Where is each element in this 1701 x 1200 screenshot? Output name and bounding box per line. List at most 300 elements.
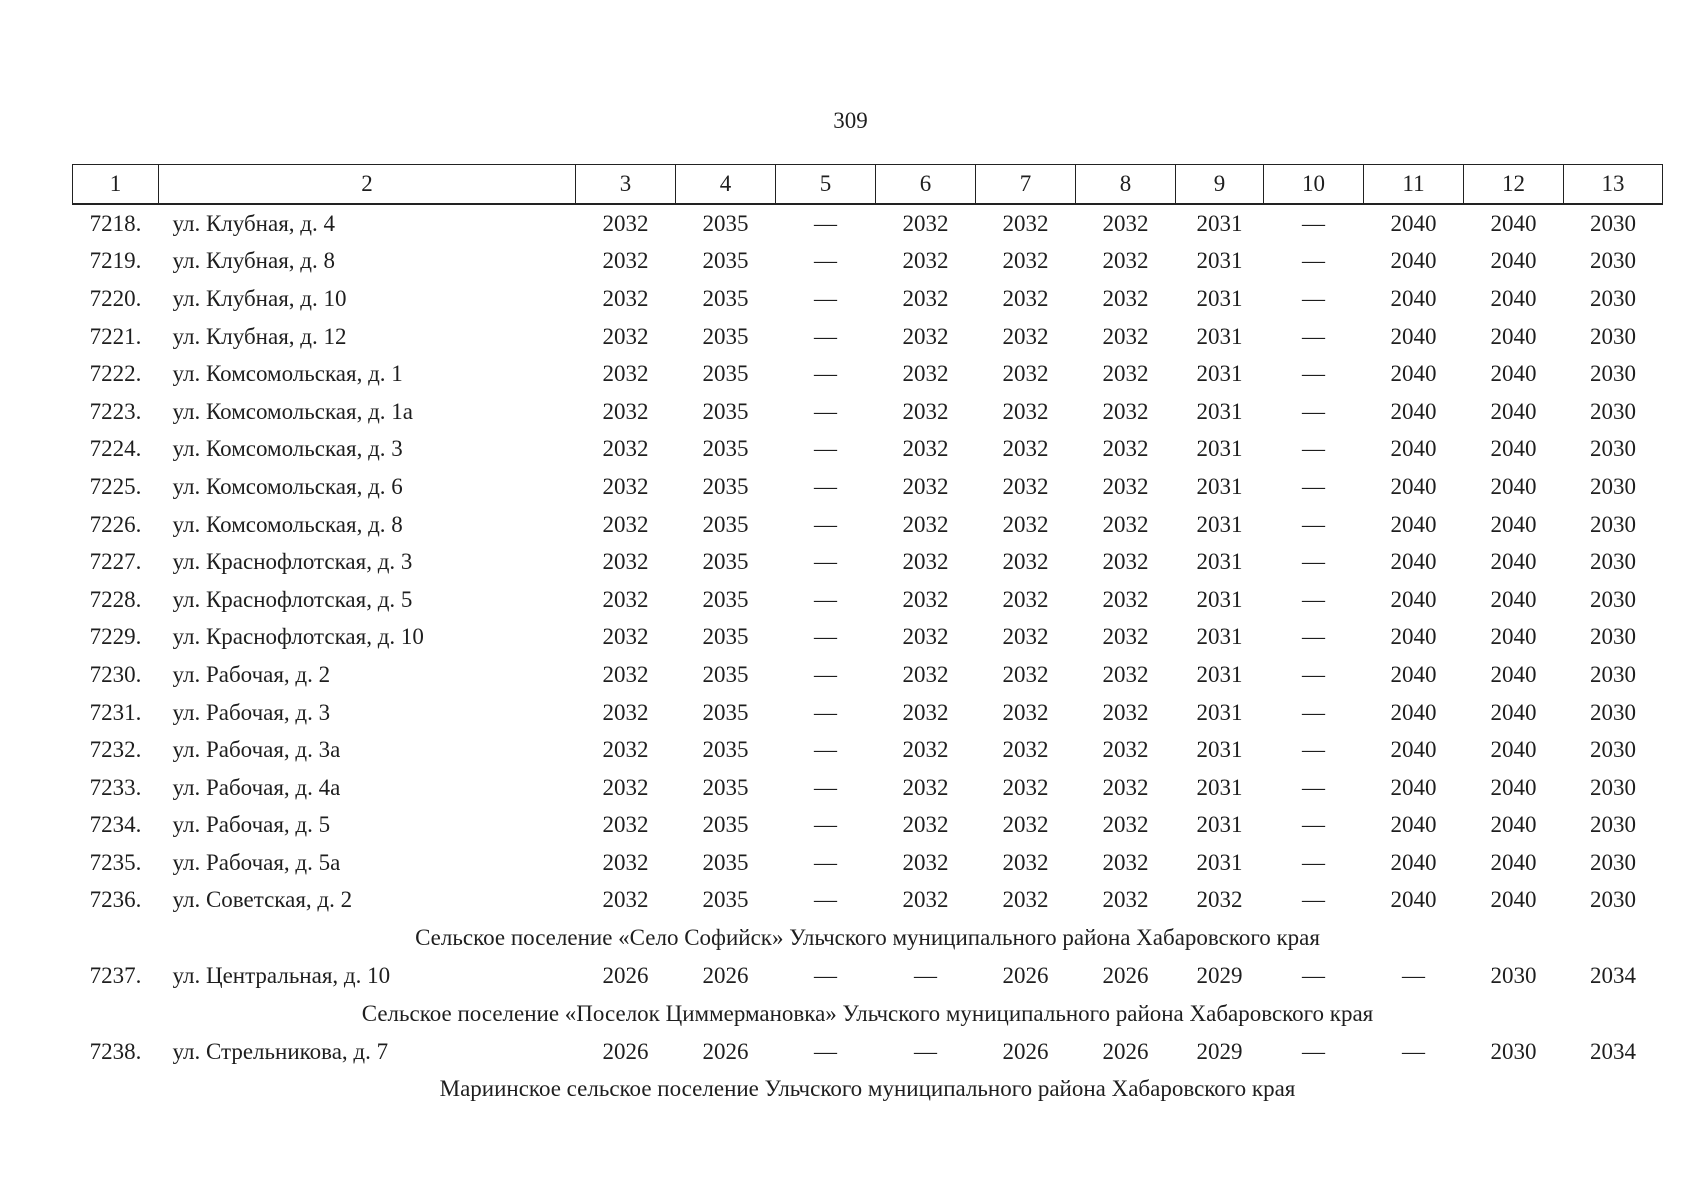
year-cell: 2030 <box>1590 210 1636 236</box>
row-number-cell: 7228. <box>89 586 142 612</box>
column-header: 12 <box>1464 165 1564 205</box>
table-row <box>73 393 1663 431</box>
year-cell: 2031 <box>1196 661 1243 687</box>
address-cell: ул. Клубная, д. 4 <box>172 210 335 236</box>
year-cell: 2032 <box>902 849 949 875</box>
year-cell: 2031 <box>1196 624 1243 650</box>
year-cell: — <box>1302 624 1325 650</box>
row-number-cell: 7236. <box>89 887 142 913</box>
year-cell: 2035 <box>702 473 749 499</box>
row-number-cell: 7226. <box>89 511 142 537</box>
row-number-cell: 7229. <box>89 624 142 650</box>
table-body <box>73 204 1663 1108</box>
year-cell: 2040 <box>1390 436 1437 462</box>
row-number-cell: 7238. <box>89 1038 142 1064</box>
column-header: 3 <box>576 165 676 205</box>
year-cell: — <box>814 473 837 499</box>
address-cell: ул. Центральная, д. 10 <box>172 963 391 989</box>
year-cell: 2030 <box>1590 624 1636 650</box>
year-cell: 2035 <box>702 285 749 311</box>
year-cell: 2032 <box>1102 285 1149 311</box>
year-cell: 2031 <box>1196 774 1243 800</box>
year-cell: — <box>814 323 837 349</box>
year-cell: 2030 <box>1590 774 1636 800</box>
row-number-cell: 7227. <box>89 549 142 575</box>
year-cell: — <box>1302 1038 1325 1064</box>
year-cell: 2032 <box>602 624 649 650</box>
table-row <box>73 318 1663 356</box>
table-row <box>73 844 1663 882</box>
year-cell: 2032 <box>1002 812 1049 838</box>
address-cell: ул. Клубная, д. 12 <box>172 323 347 349</box>
address-cell: ул. Клубная, д. 10 <box>172 285 347 311</box>
year-cell: 2032 <box>902 661 949 687</box>
year-cell: — <box>814 398 837 424</box>
year-cell: 2031 <box>1196 586 1243 612</box>
year-cell: 2032 <box>902 436 949 462</box>
column-header: 5 <box>776 165 876 205</box>
year-cell: 2040 <box>1490 812 1537 838</box>
year-cell: 2040 <box>1390 887 1437 913</box>
year-cell: 2032 <box>902 473 949 499</box>
year-cell: 2032 <box>1002 511 1049 537</box>
year-cell: 2032 <box>602 737 649 763</box>
year-cell: 2040 <box>1390 661 1437 687</box>
table-row <box>73 656 1663 694</box>
year-cell: 2040 <box>1390 624 1437 650</box>
year-cell: 2032 <box>602 812 649 838</box>
column-header: 7 <box>976 165 1076 205</box>
year-cell: 2035 <box>702 586 749 612</box>
year-cell: 2032 <box>1102 473 1149 499</box>
year-cell: 2035 <box>702 774 749 800</box>
section-heading-row <box>73 1070 1663 1108</box>
address-cell: ул. Рабочая, д. 2 <box>172 661 331 687</box>
year-cell: 2040 <box>1390 586 1437 612</box>
year-cell: 2032 <box>602 549 649 575</box>
table-row <box>73 807 1663 845</box>
table-row <box>73 882 1663 920</box>
year-cell: 2032 <box>602 849 649 875</box>
table-row <box>73 694 1663 732</box>
year-cell: 2031 <box>1196 549 1243 575</box>
year-cell: 2026 <box>602 1038 649 1064</box>
row-number-cell: 7220. <box>89 285 142 311</box>
year-cell: — <box>1302 398 1325 424</box>
year-cell: 2030 <box>1590 473 1636 499</box>
year-cell: 2030 <box>1490 1038 1537 1064</box>
year-cell: — <box>814 661 837 687</box>
year-cell: 2031 <box>1196 737 1243 763</box>
year-cell: 2032 <box>1102 774 1149 800</box>
year-cell: 2031 <box>1196 210 1243 236</box>
year-cell: 2032 <box>902 586 949 612</box>
year-cell: 2026 <box>1102 1038 1149 1064</box>
year-cell: 2032 <box>602 361 649 387</box>
row-number-cell: 7221. <box>89 323 142 349</box>
column-header: 13 <box>1564 165 1663 205</box>
row-number-cell: 7232. <box>89 737 142 763</box>
year-cell: — <box>1302 436 1325 462</box>
year-cell: 2032 <box>902 511 949 537</box>
year-cell: 2032 <box>602 248 649 274</box>
year-cell: 2040 <box>1490 436 1537 462</box>
year-cell: 2026 <box>1102 963 1149 989</box>
year-cell: 2040 <box>1390 774 1437 800</box>
year-cell: 2030 <box>1590 586 1636 612</box>
column-header: 1 <box>73 165 159 205</box>
year-cell: 2030 <box>1590 737 1636 763</box>
year-cell: 2030 <box>1590 323 1636 349</box>
year-cell: — <box>1302 248 1325 274</box>
year-cell: 2032 <box>1102 549 1149 575</box>
year-cell: 2032 <box>1002 398 1049 424</box>
year-cell: 2040 <box>1490 285 1537 311</box>
year-cell: 2035 <box>702 398 749 424</box>
year-cell: 2035 <box>702 248 749 274</box>
year-cell: 2032 <box>1002 699 1049 725</box>
year-cell: 2040 <box>1490 586 1537 612</box>
address-cell: ул. Рабочая, д. 5 <box>172 812 331 838</box>
column-header: 2 <box>159 165 576 205</box>
year-cell: — <box>1302 849 1325 875</box>
year-cell: — <box>1302 699 1325 725</box>
year-cell: — <box>814 849 837 875</box>
year-cell: 2026 <box>1002 1038 1049 1064</box>
row-number-cell: 7234. <box>89 812 142 838</box>
year-cell: 2040 <box>1490 248 1537 274</box>
year-cell: — <box>814 887 837 913</box>
year-cell: 2040 <box>1490 549 1537 575</box>
row-number-cell: 7219. <box>89 248 142 274</box>
address-cell: ул. Комсомольская, д. 6 <box>172 473 403 499</box>
column-header: 10 <box>1264 165 1364 205</box>
year-cell: 2040 <box>1490 774 1537 800</box>
year-cell: 2040 <box>1390 699 1437 725</box>
year-cell: — <box>1302 774 1325 800</box>
address-cell: ул. Рабочая, д. 4а <box>172 774 341 800</box>
year-cell: 2032 <box>1102 511 1149 537</box>
year-cell: 2032 <box>902 210 949 236</box>
year-cell: 2032 <box>1002 473 1049 499</box>
year-cell: 2030 <box>1490 963 1537 989</box>
year-cell: 2035 <box>702 887 749 913</box>
year-cell: — <box>1302 549 1325 575</box>
address-cell: ул. Рабочая, д. 3 <box>172 699 331 725</box>
year-cell: 2032 <box>1002 210 1049 236</box>
year-cell: 2032 <box>602 210 649 236</box>
year-cell: 2032 <box>902 737 949 763</box>
year-cell: 2030 <box>1590 699 1636 725</box>
year-cell: — <box>1302 473 1325 499</box>
year-cell: — <box>1302 963 1325 989</box>
table-row <box>73 355 1663 393</box>
year-cell: 2035 <box>702 699 749 725</box>
year-cell: 2030 <box>1590 812 1636 838</box>
year-cell: 2032 <box>602 398 649 424</box>
table-header-row <box>73 165 1663 205</box>
year-cell: 2032 <box>902 699 949 725</box>
year-cell: 2040 <box>1390 361 1437 387</box>
row-number-cell: 7223. <box>89 398 142 424</box>
year-cell: 2040 <box>1390 210 1437 236</box>
year-cell: 2032 <box>902 323 949 349</box>
row-number-cell: 7225. <box>89 473 142 499</box>
address-cell: ул. Комсомольская, д. 1а <box>172 398 414 424</box>
table-row <box>73 957 1663 995</box>
year-cell: 2032 <box>902 549 949 575</box>
year-cell: 2032 <box>1102 887 1149 913</box>
year-cell: — <box>814 210 837 236</box>
table-row <box>73 731 1663 769</box>
year-cell: — <box>1402 963 1425 989</box>
year-cell: 2031 <box>1196 248 1243 274</box>
year-cell: 2026 <box>702 963 749 989</box>
address-cell: ул. Комсомольская, д. 1 <box>172 361 403 387</box>
address-cell: ул. Краснофлотская, д. 3 <box>172 549 413 575</box>
address-cell: ул. Рабочая, д. 3а <box>172 737 341 763</box>
year-cell: — <box>814 963 837 989</box>
year-cell: 2034 <box>1590 1038 1636 1064</box>
year-cell: 2040 <box>1490 624 1537 650</box>
year-cell: — <box>1302 737 1325 763</box>
year-cell: 2032 <box>602 887 649 913</box>
year-cell: — <box>1302 511 1325 537</box>
year-cell: 2032 <box>902 285 949 311</box>
column-header: 9 <box>1176 165 1264 205</box>
row-number-cell: 7237. <box>89 963 142 989</box>
year-cell: 2035 <box>702 323 749 349</box>
address-cell: ул. Клубная, д. 8 <box>172 248 335 274</box>
year-cell: 2040 <box>1490 511 1537 537</box>
year-cell: 2030 <box>1590 661 1636 687</box>
year-cell: 2032 <box>1102 624 1149 650</box>
row-number-cell: 7222. <box>89 361 142 387</box>
year-cell: 2040 <box>1390 849 1437 875</box>
year-cell: 2032 <box>602 586 649 612</box>
year-cell: — <box>814 812 837 838</box>
year-cell: 2032 <box>1002 285 1049 311</box>
year-cell: 2032 <box>1102 661 1149 687</box>
year-cell: 2040 <box>1490 473 1537 499</box>
column-header: 6 <box>876 165 976 205</box>
year-cell: 2032 <box>902 361 949 387</box>
year-cell: 2032 <box>602 323 649 349</box>
year-cell: 2032 <box>1102 586 1149 612</box>
year-cell: 2032 <box>1102 737 1149 763</box>
year-cell: 2030 <box>1590 511 1636 537</box>
year-cell: 2031 <box>1196 812 1243 838</box>
year-cell: 2034 <box>1590 963 1636 989</box>
year-cell: 2032 <box>902 624 949 650</box>
year-cell: 2032 <box>1002 549 1049 575</box>
row-number-cell: 7231. <box>89 699 142 725</box>
year-cell: — <box>814 549 837 575</box>
section-title: Мариинское сельское поселение Ульчского муниципального района Хабаровского края <box>439 1076 1296 1102</box>
year-cell: — <box>814 511 837 537</box>
year-cell: — <box>1302 361 1325 387</box>
year-cell: 2032 <box>1102 812 1149 838</box>
table-row <box>73 619 1663 657</box>
year-cell: — <box>814 586 837 612</box>
year-cell: 2031 <box>1196 436 1243 462</box>
year-cell: 2032 <box>1002 624 1049 650</box>
year-cell: — <box>814 737 837 763</box>
year-cell: — <box>814 436 837 462</box>
table-row <box>73 468 1663 506</box>
year-cell: 2032 <box>902 887 949 913</box>
year-cell: 2035 <box>702 210 749 236</box>
year-cell: 2040 <box>1490 210 1537 236</box>
year-cell: 2030 <box>1590 398 1636 424</box>
year-cell: 2032 <box>1102 699 1149 725</box>
year-cell: 2031 <box>1196 361 1243 387</box>
year-cell: 2026 <box>702 1038 749 1064</box>
year-cell: — <box>1302 285 1325 311</box>
year-cell: — <box>814 1038 837 1064</box>
year-cell: 2040 <box>1490 737 1537 763</box>
year-cell: 2032 <box>602 511 649 537</box>
year-cell: 2040 <box>1490 398 1537 424</box>
year-cell: 2031 <box>1196 473 1243 499</box>
table-row <box>73 204 1663 243</box>
year-cell: 2031 <box>1196 398 1243 424</box>
year-cell: 2035 <box>702 812 749 838</box>
year-cell: — <box>814 248 837 274</box>
year-cell: 2040 <box>1390 248 1437 274</box>
year-cell: 2040 <box>1390 285 1437 311</box>
table-row <box>73 431 1663 469</box>
year-cell: 2031 <box>1196 511 1243 537</box>
year-cell: 2030 <box>1590 361 1636 387</box>
year-cell: 2029 <box>1196 1038 1243 1064</box>
row-number-cell: 7224. <box>89 436 142 462</box>
column-header: 8 <box>1076 165 1176 205</box>
year-cell: 2040 <box>1490 849 1537 875</box>
year-cell: — <box>814 624 837 650</box>
year-cell: 2032 <box>1002 737 1049 763</box>
year-cell: 2040 <box>1490 661 1537 687</box>
schedule-table <box>72 164 1663 1108</box>
table-row <box>73 543 1663 581</box>
year-cell: 2032 <box>1002 661 1049 687</box>
row-number-cell: 7235. <box>89 849 142 875</box>
section-heading-row <box>73 919 1663 957</box>
row-number-cell: 7230. <box>89 661 142 687</box>
table-row <box>73 280 1663 318</box>
year-cell: 2040 <box>1390 323 1437 349</box>
year-cell: 2030 <box>1590 849 1636 875</box>
year-cell: 2032 <box>602 285 649 311</box>
year-cell: 2029 <box>1196 963 1243 989</box>
year-cell: 2031 <box>1196 699 1243 725</box>
year-cell: 2035 <box>702 549 749 575</box>
year-cell: — <box>1402 1038 1425 1064</box>
year-cell: — <box>1302 812 1325 838</box>
year-cell: 2032 <box>1102 323 1149 349</box>
year-cell: 2032 <box>1196 887 1243 913</box>
year-cell: 2035 <box>702 361 749 387</box>
year-cell: 2030 <box>1590 549 1636 575</box>
year-cell: 2040 <box>1390 398 1437 424</box>
address-cell: ул. Комсомольская, д. 3 <box>172 436 403 462</box>
year-cell: 2032 <box>1102 210 1149 236</box>
column-header: 4 <box>676 165 776 205</box>
year-cell: — <box>814 699 837 725</box>
section-heading-row <box>73 995 1663 1033</box>
year-cell: 2032 <box>1102 361 1149 387</box>
table-row <box>73 581 1663 619</box>
year-cell: 2032 <box>1102 436 1149 462</box>
table-row <box>73 1033 1663 1071</box>
year-cell: — <box>814 285 837 311</box>
year-cell: 2032 <box>602 774 649 800</box>
year-cell: 2040 <box>1390 812 1437 838</box>
year-cell: 2040 <box>1390 549 1437 575</box>
address-cell: ул. Рабочая, д. 5а <box>172 849 341 875</box>
year-cell: 2032 <box>902 812 949 838</box>
year-cell: 2035 <box>702 849 749 875</box>
address-cell: ул. Стрельникова, д. 7 <box>172 1038 389 1064</box>
year-cell: 2031 <box>1196 323 1243 349</box>
year-cell: 2040 <box>1390 737 1437 763</box>
year-cell: 2030 <box>1590 887 1636 913</box>
year-cell: 2031 <box>1196 849 1243 875</box>
year-cell: 2032 <box>902 774 949 800</box>
year-cell: 2032 <box>1102 398 1149 424</box>
year-cell: 2032 <box>1102 248 1149 274</box>
year-cell: 2035 <box>702 661 749 687</box>
year-cell: 2040 <box>1390 511 1437 537</box>
address-cell: ул. Советская, д. 2 <box>172 887 353 913</box>
year-cell: 2032 <box>1002 323 1049 349</box>
address-cell: ул. Краснофлотская, д. 5 <box>172 586 413 612</box>
year-cell: — <box>914 963 937 989</box>
year-cell: 2035 <box>702 737 749 763</box>
section-title: Сельское поселение «Село Софийск» Ульчского муниципального района Хабаровского края <box>415 925 1320 951</box>
year-cell: 2032 <box>902 248 949 274</box>
year-cell: — <box>1302 323 1325 349</box>
year-cell: 2032 <box>1002 849 1049 875</box>
year-cell: 2032 <box>1002 436 1049 462</box>
year-cell: 2032 <box>602 661 649 687</box>
address-cell: ул. Краснофлотская, д. 10 <box>172 624 424 650</box>
year-cell: 2032 <box>1102 849 1149 875</box>
year-cell: 2032 <box>602 699 649 725</box>
year-cell: — <box>814 774 837 800</box>
year-cell: — <box>1302 210 1325 236</box>
year-cell: 2040 <box>1490 323 1537 349</box>
table-row <box>73 506 1663 544</box>
year-cell: 2035 <box>702 436 749 462</box>
year-cell: 2032 <box>1002 887 1049 913</box>
year-cell: 2040 <box>1390 473 1437 499</box>
year-cell: 2040 <box>1490 361 1537 387</box>
column-header: 11 <box>1364 165 1464 205</box>
year-cell: — <box>814 361 837 387</box>
year-cell: 2031 <box>1196 285 1243 311</box>
year-cell: 2026 <box>602 963 649 989</box>
year-cell: — <box>1302 887 1325 913</box>
row-number-cell: 7218. <box>89 210 142 236</box>
year-cell: — <box>1302 661 1325 687</box>
year-cell: 2035 <box>702 624 749 650</box>
year-cell: 2030 <box>1590 285 1636 311</box>
year-cell: 2030 <box>1590 436 1636 462</box>
page-number: 309 <box>833 108 868 133</box>
year-cell: 2032 <box>602 473 649 499</box>
row-number-cell: 7233. <box>89 774 142 800</box>
